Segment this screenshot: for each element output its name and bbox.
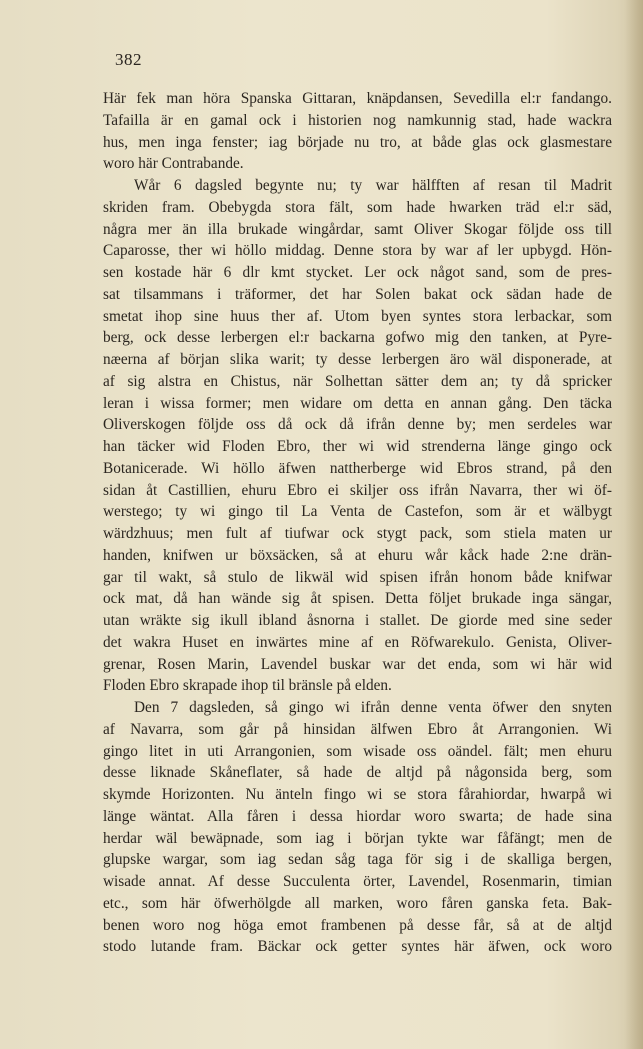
text-line: werstego; ty wi gingo til La Venta de Castefon, som är et wälbygt (103, 503, 612, 521)
text-line: benen woro nog höga emot frambenen på desse får, så at de altjd (103, 916, 612, 934)
text-line: handen, knifwen ur böxsäcken, så at ehuru wår kåck hade 2:ne drän- (103, 546, 612, 564)
text-line: etc., som här öfwerhölgde all marken, woro fåren ganska feta. Bak- (103, 894, 612, 912)
text-line: herdar wäl bewäpnade, som iag i början tykte war fåfängt; men de (103, 829, 612, 847)
text-line: Floden Ebro skrapade ihop til bränsle på elden. (103, 677, 392, 695)
text-line: sidan åt Castillien, ehuru Ebro ei skiljer oss ifrån Navarra, ther wi öf- (103, 481, 612, 499)
text-line: af Navarra, som går på hinsidan älfwen Ebro åt Arrangonien. Wi (103, 720, 612, 738)
text-line: stodo lutande fram. Bäckar ock getter syntes här äfwen, ock woro (103, 938, 612, 956)
text-line: ock mat, då han wände sig åt spisen. Detta följet brukade inga sängar, (103, 590, 612, 608)
text-line: Den 7 dagsleden, så gingo wi ifrån denne venta öfwer den snyten (134, 699, 612, 716)
text-line: sat tilsammans i träformer, det har Solen bakat ock sädan hade de (103, 285, 612, 303)
text-line: wärdzhuus; men fult af tiufwar ock stygt pack, som stiela maten ur (103, 525, 612, 542)
text-line: Här fek man höra Spanska Gittaran, knäpdansen, Sevedilla el:r fandango. (103, 90, 612, 107)
text-line: Botanicerade. Wi höllo äfwen nattherberge wid Ebros strand, på den (103, 459, 612, 477)
text-line: hus, men inga fenster; iag började nu tro, at både glas ock glasmestare (103, 133, 612, 151)
text-line: wisade annat. Af desse Succulenta örter, Lavendel, Rosenmarin, timian (103, 873, 612, 890)
text-line: Oliverskogen följde oss då ock då ifrån denne by; men serdeles war (103, 416, 612, 434)
body-text (103, 88, 612, 958)
text-line: Caparosse, ther wi höllo middag. Denne stora by war af ler upbygd. Hön- (103, 242, 612, 260)
text-line: smetat ihop sine huus ther af. Utom byen syntes stora lerbackar, som (103, 307, 612, 325)
text-line: utan wräkte sig ikull ibland åsnorna i stallet. De giorde med sine seder (103, 612, 612, 629)
text-line: desse liknade Skåneflater, så hade de altjd på någonsida berg, som (103, 764, 612, 782)
text-line: länge wäntat. Alla fåren i dessa hiordar woro swarta; de hade sina (103, 807, 612, 825)
text-line: grenar, Rosen Marin, Lavendel buskar war det enda, som wi här wid (103, 655, 612, 673)
text-line: leran i wissa former; men widare om detta en annan gång. Den täcka (103, 394, 612, 412)
text-line: Wår 6 dagsled begynte nu; ty war hälfften af resan til Madrit (134, 177, 612, 194)
page-number: 382 (115, 50, 142, 69)
text-line: skriden fram. Obebygda stora fält, som hade hwarken träd el:r säd, (103, 198, 612, 216)
text-line: några mer än illa brukade wingårdar, samt Oliver Skogar följde oss till (103, 220, 612, 238)
text-line: Tafailla är en gamal ock i historien nog namkunnig stad, hade wackra (103, 111, 612, 129)
text-line: gar til wakt, så stulo de likwäl wid spisen ifrån honom både knifwar (103, 568, 612, 586)
text-line: af sig alstra en Chistus, när Solhettan sätter dem an; ty då spricker (103, 372, 612, 390)
text-line: glupske wargar, som iag sedan såg taga för sig i de skalliga bergen, (103, 851, 612, 869)
text-line: næerna af början slika warit; ty desse lerbergen äro wäl disponerade, at (103, 351, 612, 368)
page-edge-shadow (625, 0, 643, 1049)
text-line: skymde Horizonten. Nu änteln fingo wi se stora fårahiordar, hwarpå wi (103, 786, 612, 803)
text-line: gingo litet in uti Arrangonien, som wisade oss oändel. fält; men ehuru (103, 742, 612, 760)
text-line: det wakra Huset en inwärtes mine af en Röfwarekulo. Genista, Oliver- (103, 633, 612, 651)
text-line: han täcker wid Floden Ebro, ther wi wid strenderna länge gingo ock (103, 438, 612, 455)
text-line: woro här Contrabande. (103, 155, 244, 173)
text-line: sen kostade här 6 dlr kmt stycket. Ler ock något sand, som de pres- (103, 264, 612, 281)
text-line: berg, ock desse lerbergen el:r backarna gofwo mig den tanken, at Pyre- (103, 329, 612, 347)
